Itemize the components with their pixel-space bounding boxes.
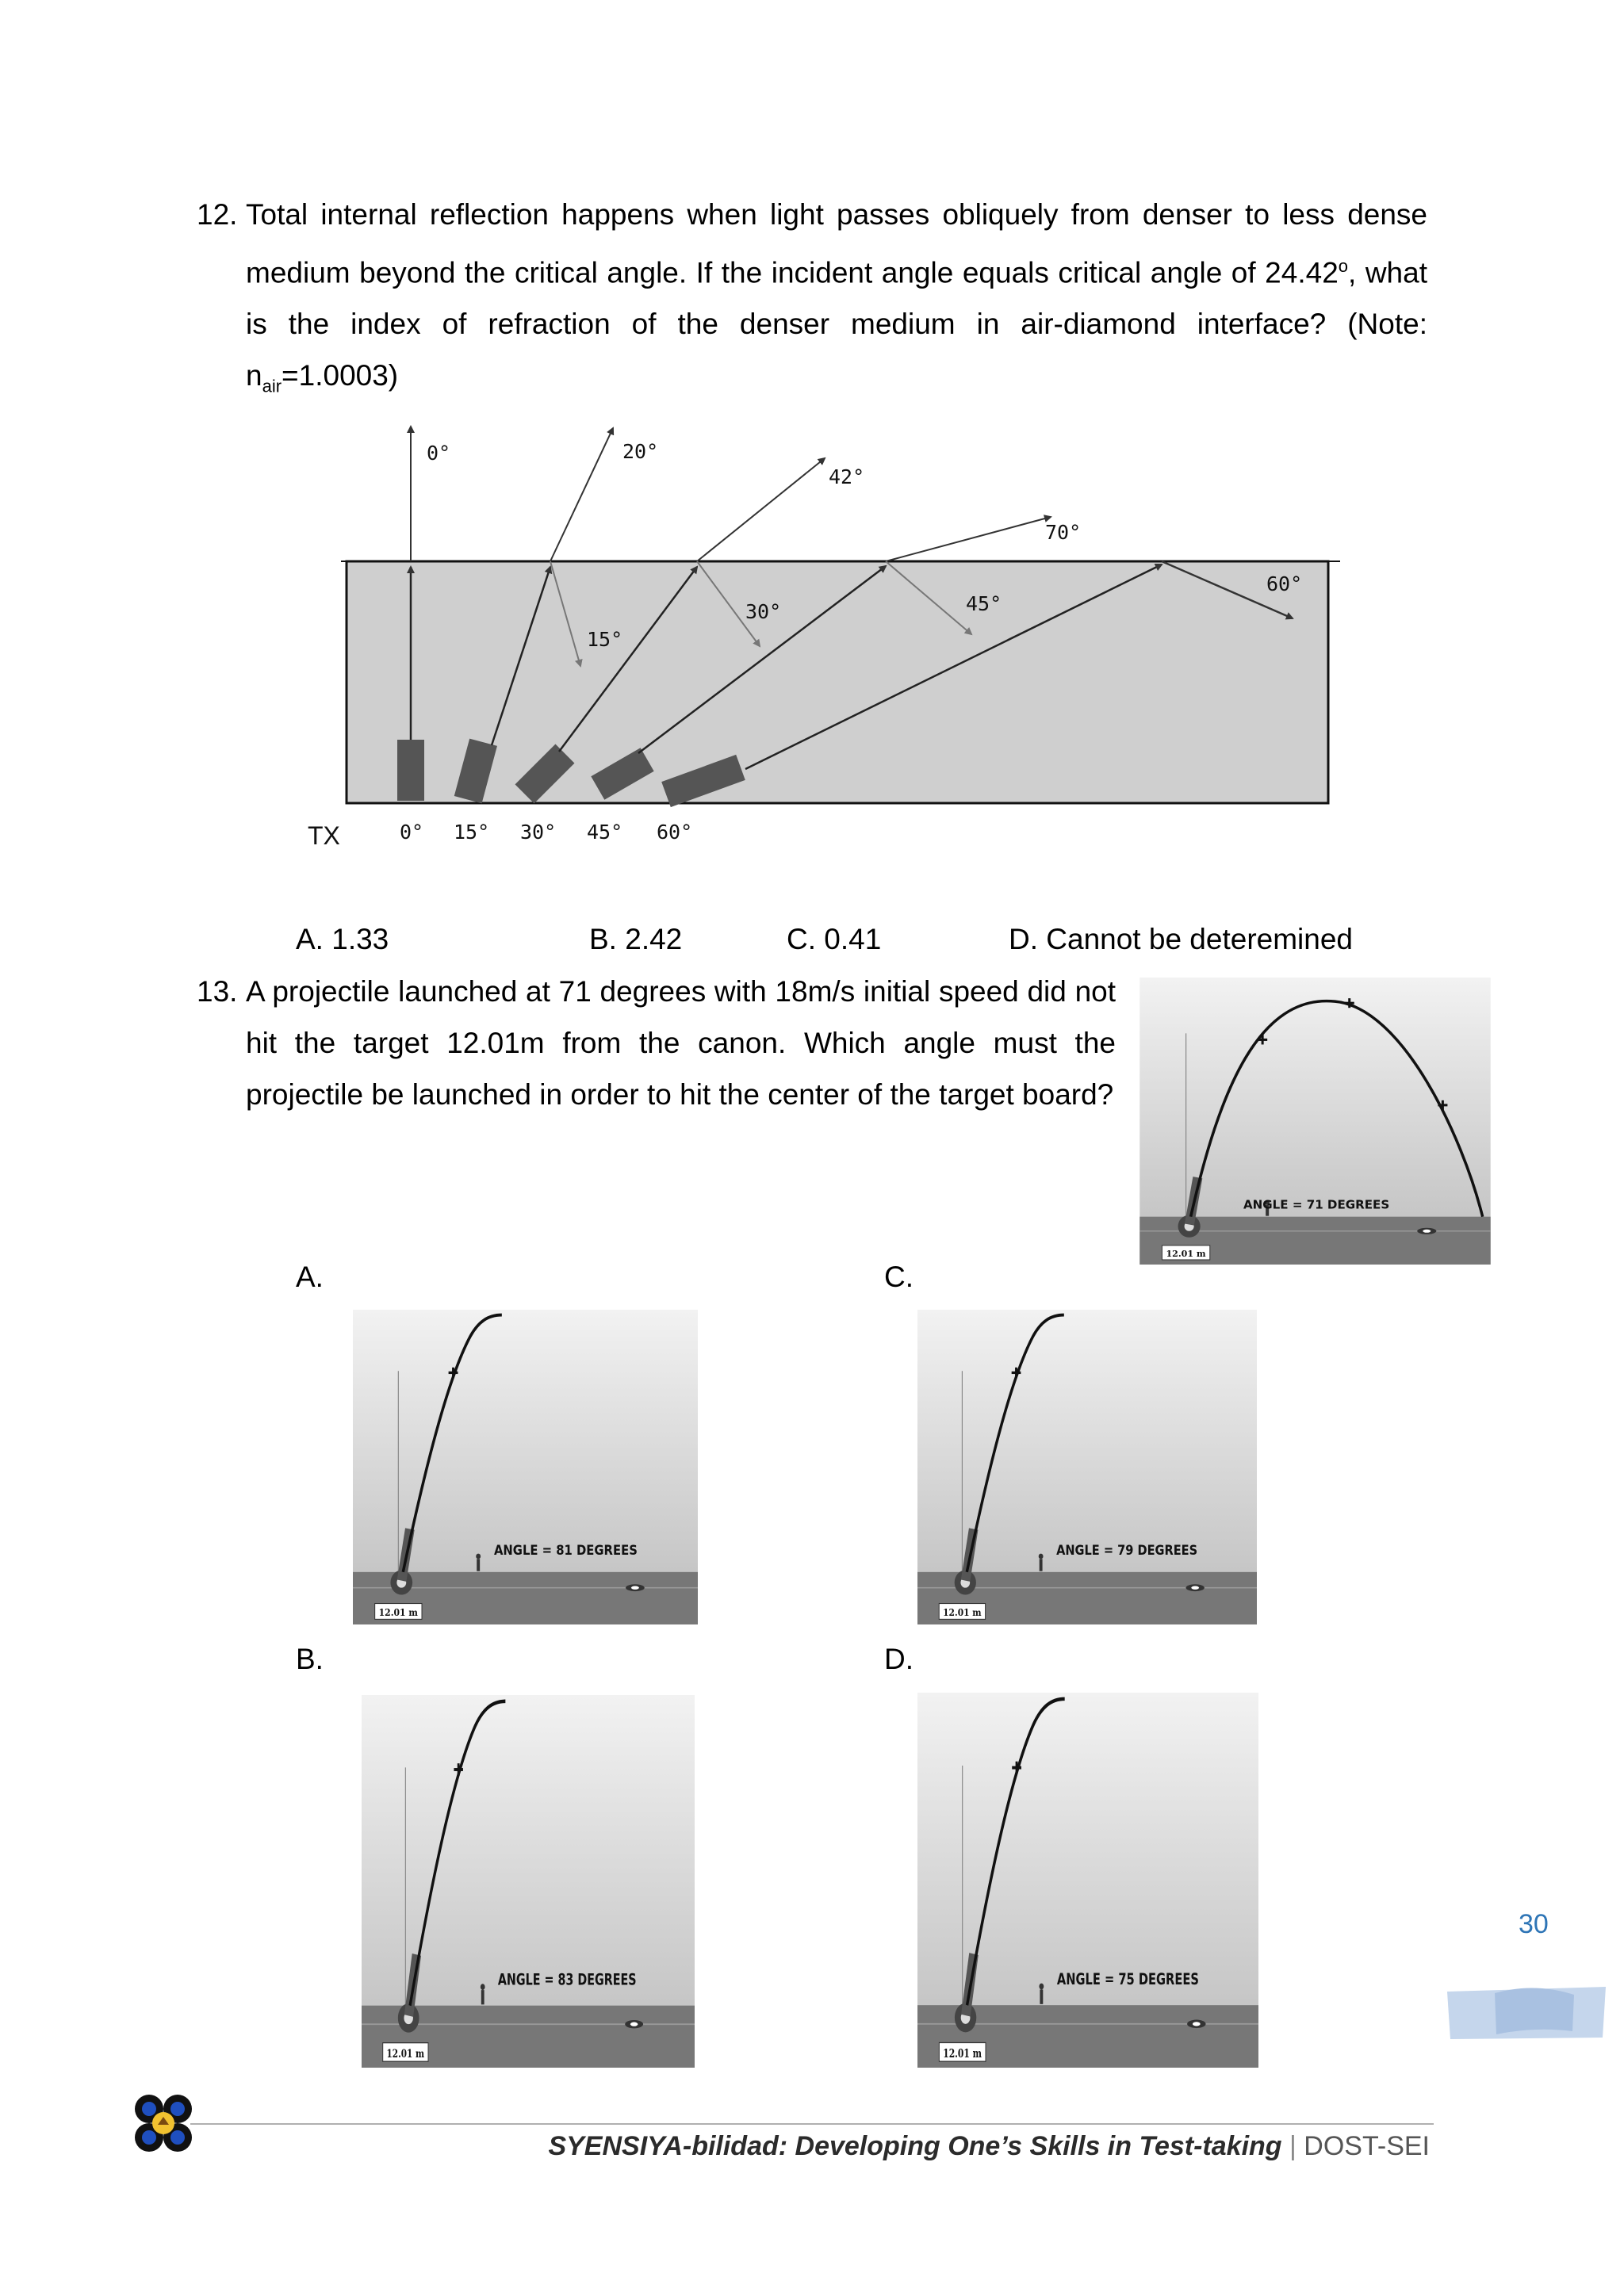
question-12-text-cont: , what is the index of refraction of the denser medium in air-diamond interface? (Note: n <box>246 256 1427 392</box>
option-a-letter: A. <box>296 1261 324 1293</box>
label-refracted-70: 70° <box>1045 521 1082 544</box>
q12-choice-a[interactable]: A. 1.33 <box>296 923 389 955</box>
option-b-letter: B. <box>296 1643 324 1675</box>
tx-angle-30: 30° <box>520 821 557 844</box>
distance-label: 12.01 m <box>378 1606 418 1619</box>
air-subscript: air <box>262 376 282 396</box>
ray-refracted-70 <box>886 517 1051 561</box>
option-c-figure[interactable] <box>917 1310 1257 1624</box>
question-13-text: A projectile launched at 71 degrees with 18m/s initial speed did not hit the target 12.01m from the canon. Which angle must the projectile be launched in order to hit the center of the target board? <box>246 975 1116 1111</box>
tx-angle-45: 45° <box>587 821 623 844</box>
footer <box>548 2131 1430 2162</box>
angle-label: ANGLE = 71 DEGREES <box>1243 1197 1390 1212</box>
label-refracted-0: 0° <box>427 442 451 465</box>
question-12-number: 12. <box>197 198 238 231</box>
tx-angle-0: 0° <box>400 821 424 844</box>
question-13-number: 13. <box>197 975 238 1008</box>
angle-label: ANGLE = 75 DEGREES <box>1056 1970 1199 1989</box>
question-12-text-main: Total internal reflection happens when light passes obliquely from denser to less dense medium beyond the critical angle. If the incident angle equals critical angle of 24.42 <box>246 198 1427 289</box>
distance-label: 12.01 m <box>943 1606 982 1619</box>
dense-medium-box <box>347 561 1328 803</box>
option-a-figure[interactable] <box>353 1310 698 1624</box>
tx-angle-15: 15° <box>454 821 490 844</box>
dost-sei-logo <box>133 2093 193 2153</box>
footer-separator: | <box>1281 2131 1304 2161</box>
footer-title: SYENSIYA-bilidad: Developing One’s Skills in Test-taking <box>548 2131 1282 2161</box>
main-projectile-figure <box>1139 978 1491 1265</box>
ray-refracted-20 <box>550 428 613 561</box>
question-12-note-value: =1.0003) <box>282 359 399 392</box>
label-reflected-60: 60° <box>1266 572 1303 595</box>
distance-label: 12.01 m <box>386 2046 425 2061</box>
option-d-figure[interactable] <box>917 1693 1258 2068</box>
distance-label: 12.01 m <box>1166 1248 1206 1259</box>
tx-angle-60: 60° <box>657 821 693 844</box>
label-reflected-45: 45° <box>966 592 1002 615</box>
q12-choice-b[interactable]: B. 2.42 <box>589 923 683 955</box>
footer-divider <box>190 2123 1434 2125</box>
refraction-diagram <box>301 420 1348 864</box>
person-figure <box>1039 1984 1044 1990</box>
distance-label: 12.01 m <box>943 2047 982 2061</box>
person-figure <box>476 1554 481 1559</box>
tx-label: TX <box>308 821 340 850</box>
person-figure <box>481 1984 485 1990</box>
q12-choice-c[interactable]: C. 0.41 <box>787 923 882 955</box>
person-figure <box>1039 1554 1044 1559</box>
label-refracted-20: 20° <box>622 440 659 463</box>
label-reflected-30: 30° <box>745 600 782 623</box>
question-12-text <box>246 189 1427 412</box>
angle-label: ANGLE = 81 DEGREES <box>493 1541 638 1558</box>
footer-org: DOST-SEI <box>1304 2131 1430 2161</box>
option-c-letter: C. <box>884 1261 914 1293</box>
angle-label: ANGLE = 79 DEGREES <box>1056 1542 1198 1559</box>
option-b-figure[interactable] <box>362 1695 695 2068</box>
label-refracted-42: 42° <box>829 465 865 488</box>
option-d-letter: D. <box>884 1643 914 1675</box>
label-reflected-15: 15° <box>587 628 623 651</box>
angle-label: ANGLE = 83 DEGREES <box>497 1971 637 1990</box>
q12-choice-d[interactable]: D. Cannot be deteremined <box>1009 923 1353 955</box>
ray-refracted-42 <box>697 458 825 561</box>
page-tab-decoration <box>1447 1982 1606 2045</box>
degree-superscript: o <box>1338 256 1349 276</box>
transmitter-0 <box>397 740 424 801</box>
page-number: 30 <box>1519 1909 1549 1939</box>
